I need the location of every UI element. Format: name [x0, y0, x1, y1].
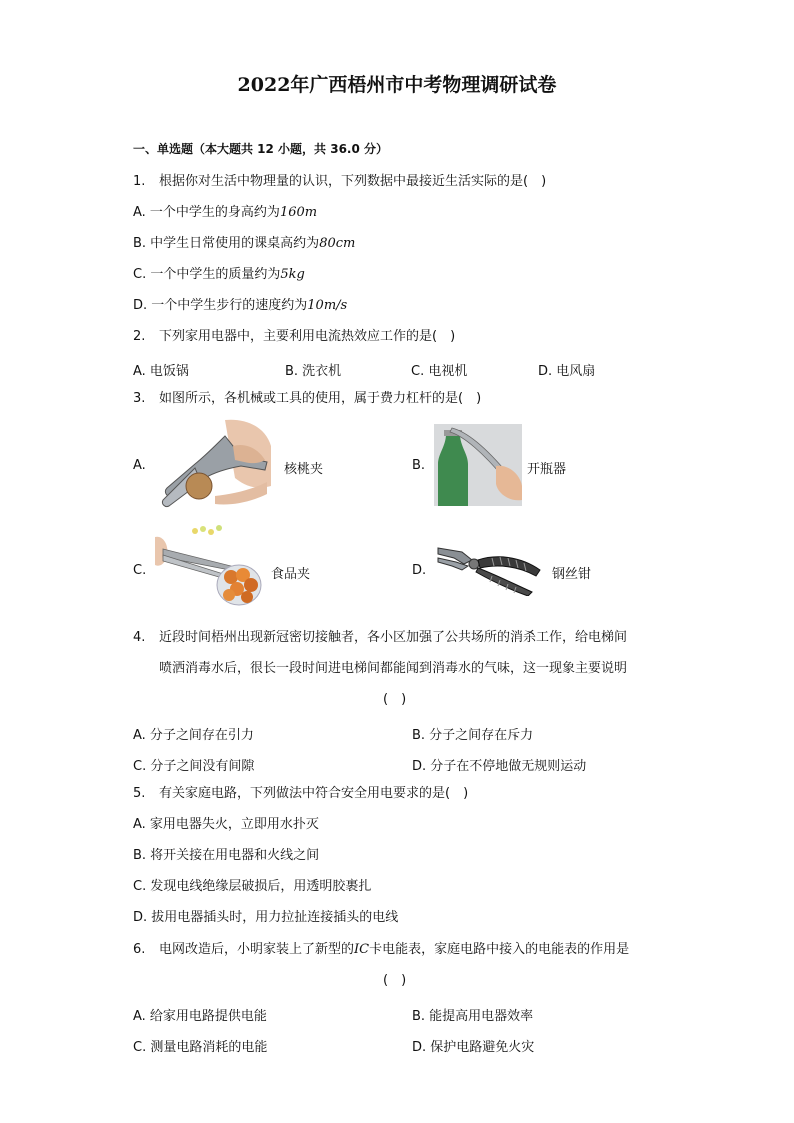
- q4-option-a: A. 分子之间存在引力: [133, 728, 254, 743]
- page-title: 2022年广西梧州市中考物理调研试卷: [237, 74, 557, 96]
- q3-option-b-label: B.: [412, 458, 426, 473]
- q6-option-a: A. 给家用电路提供电能: [133, 1009, 267, 1024]
- wire-pliers-image: [436, 540, 544, 596]
- q3-option-c-label: C.: [133, 563, 147, 578]
- q5-option-a: A. 家用电器失火，立即用水扑灭: [133, 817, 319, 832]
- question-4-stem-line-1: 4. 近段时间梧州出现新冠密切接触者，各小区加强了公共场所的消杀工作，给电梯间: [133, 630, 628, 645]
- q6-option-b: B. 能提高用电器效率: [412, 1009, 534, 1024]
- q6-option-c: C. 测量电路消耗的电能: [133, 1040, 268, 1055]
- q2-option-a: A. 电饭锅: [133, 364, 189, 379]
- bottle-opener-image: [434, 424, 522, 506]
- q4-option-c: C. 分子之间没有间隙: [133, 759, 255, 774]
- q5-option-b: B. 将开关接在用电器和火线之间: [133, 848, 320, 863]
- question-4-stem-line-2: 喷洒消毒水后，很长一段时间进电梯间都能闻到消毒水的气味，这一现象主要说明: [159, 661, 628, 676]
- q4-option-b: B. 分子之间存在斥力: [412, 728, 534, 743]
- q3-option-a-label: A.: [133, 458, 146, 473]
- question-6-stem: 6. 电网改造后，小明家装上了新型的IC卡电能表，家庭电路中接入的电能表的作用是: [133, 942, 630, 957]
- q1-option-d: D. 一个中学生步行的速度约为10m/s: [133, 298, 348, 313]
- question-5-number: 5.: [133, 786, 146, 801]
- question-3-stem: 3. 如图所示，各机械或工具的使用，属于费力杠杆的是( ): [133, 391, 482, 406]
- section-heading: 一、单选题（本大题共 12 小题，共 36.0 分）: [133, 142, 389, 156]
- q3-option-d-caption: 钢丝钳: [552, 567, 592, 582]
- question-5-stem: 5. 有关家庭电路，下列做法中符合安全用电要求的是( ): [133, 786, 469, 801]
- q6-option-d: D. 保护电路避免火灾: [412, 1040, 535, 1055]
- q4-option-d: D. 分子在不停地做无规则运动: [412, 759, 587, 774]
- question-2-number: 2.: [133, 329, 146, 344]
- question-4-number: 4.: [133, 630, 146, 645]
- q1-option-b: B. 中学生日常使用的课桌高约为80cm: [133, 236, 356, 251]
- q2-option-d: D. 电风扇: [538, 364, 596, 379]
- q3-option-b-caption: 开瓶器: [527, 462, 567, 477]
- question-4-blank: ( ): [383, 692, 407, 707]
- q3-option-d-label: D.: [412, 563, 427, 578]
- question-1-number: 1.: [133, 174, 146, 189]
- walnut-cracker-image: [155, 416, 273, 512]
- q2-option-b: B. 洗衣机: [285, 364, 342, 379]
- question-3-number: 3.: [133, 391, 146, 406]
- q3-option-c-caption: 食品夹: [271, 567, 311, 582]
- q1-option-a: A. 一个中学生的身高约为160m: [133, 205, 318, 220]
- q5-option-d: D. 拔用电器插头时，用力拉扯连接插头的电线: [133, 910, 399, 925]
- q1-option-c: C. 一个中学生的质量约为5kg: [133, 267, 305, 282]
- question-1-stem: 1. 根据你对生活中物理量的认识，下列数据中最接近生活实际的是( ): [133, 174, 547, 189]
- question-2-stem: 2. 下列家用电器中，主要利用电流热效应工作的是( ): [133, 329, 456, 344]
- q3-option-a-caption: 核桃夹: [284, 462, 324, 477]
- q5-option-c: C. 发现电线绝缘层破损后，用透明胶裹扎: [133, 879, 372, 894]
- q2-option-c: C. 电视机: [411, 364, 468, 379]
- question-6-blank: ( ): [383, 973, 407, 988]
- food-tongs-image: [155, 523, 265, 611]
- question-6-number: 6.: [133, 942, 146, 957]
